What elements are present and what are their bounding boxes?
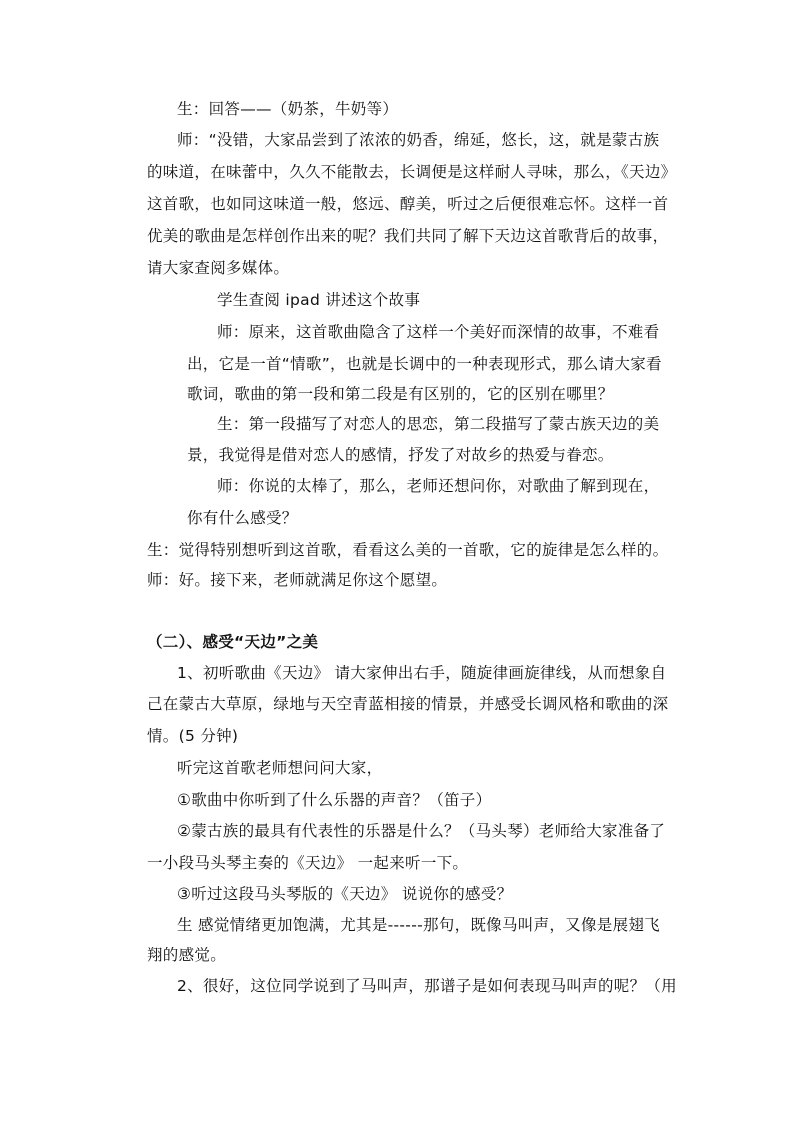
text-line: 生 感觉情绪更加饱满，尤其是------那句，既像马叫声，又像是展翅飞 (177, 916, 660, 934)
text-line: 情。(5 分钟) (147, 727, 239, 745)
text-line: ③听过这段马头琴版的《天边》 说说你的感受？ (177, 885, 513, 903)
text-line: 景，我觉得是借对恋人的感情，抒发了对故乡的热爱与眷恋。 (187, 446, 614, 464)
text-line: 生：回答——（奶茶，牛奶等） (177, 100, 399, 118)
text-line: 1、初听歌曲《天边》 请大家伸出右手，随旋律画旋律线，从而想象自 (177, 664, 667, 682)
text-line: 师：原来，这首歌曲隐含了这样一个美好而深情的故事，不难看 (217, 323, 660, 341)
text-line: 一小段马头琴主奏的《天边》 一起来听一下。 (147, 854, 469, 872)
text-line: 己在蒙古大草原，绿地与天空青蓝相接的情景，并感受长调风格和歌曲的深 (147, 695, 669, 713)
text-line: 翔的感觉。 (147, 946, 227, 964)
section-heading: （二）、感受“天边”之美 (147, 633, 319, 651)
text-line: 请大家查阅多媒体。 (147, 259, 290, 277)
text-line: 优美的歌曲是怎样创作出来的呢？我们共同了解下天边这首歌背后的故事， (147, 227, 669, 245)
text-line: 师：你说的太棒了，那么，老师还想问你，对歌曲了解到现在， (217, 477, 660, 495)
text-line: 生：觉得特别想听到这首歌，看看这么美的一首歌，它的旋律是怎么样的。 (147, 541, 669, 559)
text-line: ①歌曲中你听到了什么乐器的声音？（笛子） (177, 791, 492, 809)
text-line: 师：“没错，大家品尝到了浓浓的奶香，绵延，悠长，这，就是蒙古族 (177, 131, 660, 149)
text-line: 学生查阅 ipad 讲述这个故事 (217, 291, 421, 309)
text-line: 这首歌，也如同这味道一般，悠远、醇美，听过之后便很难忘怀。这样一首 (147, 195, 669, 213)
text-line: 的味道，在味蕾中，久久不能散去，长调便是这样耐人寻味，那么，《天边》 (147, 163, 677, 181)
text-line: 师：好。接下来，老师就满足你这个愿望。 (147, 571, 448, 589)
text-line: 听完这首歌老师想问问大家， (177, 759, 383, 777)
text-line: ②蒙古族的最具有代表性的乐器是什么？（马头琴）老师给大家准备了 (177, 822, 666, 840)
text-line: 你有什么感受？ (187, 509, 298, 527)
text-line: 生：第一段描写了对恋人的思恋，第二段描写了蒙古族天边的美 (217, 415, 660, 433)
text-line: 2、很好，这位同学说到了马叫声，那谱子是如何表现马叫声的呢？（用 (177, 977, 677, 995)
text-line: 歌词，歌曲的第一段和第二段是有区别的，它的区别在哪里？ (187, 385, 614, 403)
text-line: 出，它是一首“情歌”，也就是长调中的一种表现形式，那么请大家看 (187, 355, 662, 373)
